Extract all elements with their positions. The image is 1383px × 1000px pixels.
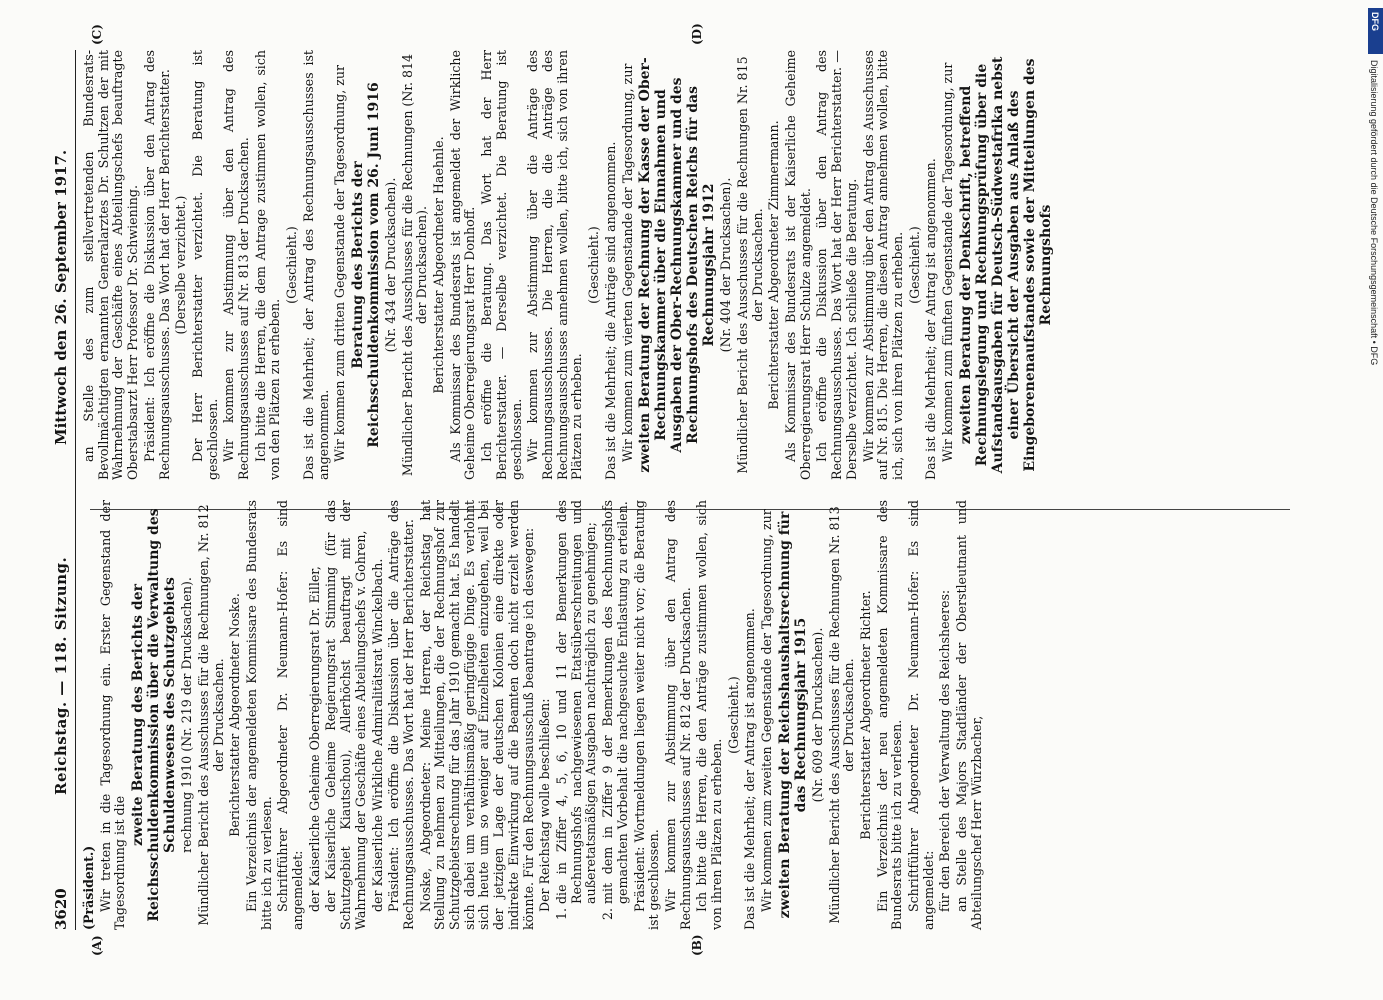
paragraph: Wir treten in die Tagesordnung ein. Erster Gegenstand der Tagesordnung ist die [97, 500, 128, 930]
agenda-topic-1: zweite Beratung des Berichts der Reichsschuldenkommission über die Verwaltung des Schuldenwesens des Schutzgebiets [130, 508, 179, 922]
paragraph: Ich bitte die Herren, die den Anträge zustimmen wollen, sich von ihren Plätzen zu erheben. [694, 500, 725, 930]
paragraph: Berichterstatter Abgeordneter Richter. [857, 590, 873, 840]
paragraph: Der Herr Berichterstatter verzichtet. Die Beratung ist geschlossen. [189, 50, 220, 480]
paragraph: an Stelle des Majors Stadtländer der Oberstleutnant und Abteilungschef Herr Würzbacher, [954, 500, 984, 930]
session-date: Mittwoch den 26. September 1917. [52, 149, 70, 445]
agenda-topic-4: zweiten Beratung der Rechnung der Kasse der Ober-Rechnungskammer über die Einnahmen und Ausgaben der Ober-Rechnungskammer und des Rechnungshofs des Deutschen Reichs für das Rechnungsjahr 1912 [637, 57, 718, 473]
margin-mark-c: (C) [90, 24, 104, 45]
paragraph: Das ist die Mehrheit; der Antrag ist angenommen. [742, 608, 758, 930]
dfg-logo: DFG [1368, 8, 1383, 54]
paragraph: Wir kommen zum dritten Gegenstande der Tagesordnung, zur [332, 64, 348, 462]
session-title: Reichstag. — 118. Sitzung. [52, 556, 70, 795]
agenda-topic-5: zweiten Beratung der Denkschrift, betreffend Rechnungslegung und Rechnungsprüfung über die Aufstandsausgaben für Deutsch-Südwestafrika nebst einer Übersicht der Ausgaben aus Anlaß des Eingeborenenaufstandes sowie der Mitteilungen des Rechnungshofs [957, 56, 1054, 474]
margin-mark-b: (B) [690, 934, 704, 956]
paragraph: (Derselbe verzichtet.) [173, 195, 189, 335]
paragraph: Schriftführer Abgeordneter Dr. Neumann-Hofer: Es sind angemeldet: [906, 500, 936, 930]
list-item: 1. die in Ziffer 4, 5, 6, 10 und 11 der Bemerkungen des Rechnungshofs nachgewiesenen Etatsüberschreitungen und außeretatsmäßigen Ausgaben nachträglich zu genehmigen; [555, 500, 599, 904]
paragraph: Berichterstatter Abgeordneter Zimmermann. [766, 120, 782, 410]
header-rule [75, 50, 76, 930]
agenda-topic-1-ref: rechnung 1910 (Nr. 219 der Drucksachen). [179, 577, 195, 853]
paragraph: Präsident: Wortmeldungen liegen weiter nicht vor; die Beratung ist geschlossen. [631, 500, 662, 930]
paragraph: Wir kommen zur Abstimmung über den Antrag des Rechnungsausschusses auf Nr. 812 der Drucksachen. [662, 500, 693, 930]
paragraph: (Geschieht.) [906, 226, 922, 304]
agenda-topic-2: zweiten Beratung der Reichshaushaltsrechnung für das Rechnungsjahr 1915 [776, 511, 809, 919]
speaker-resume: (Präsident.) [81, 845, 96, 930]
paragraph: Das ist die Mehrheit; der Antrag ist angenommen. [923, 158, 939, 480]
list-item: 2. mit dem in Ziffer 9 der Bemerkungen des Rechnungshofs gemachten Vorbehalt die nachgesuchte Entlastung zu erteilen. [601, 500, 630, 904]
paragraph: Noske, Abgeordneter: Meine Herren, der Reichstag hat Stellung zu nehmen zu Mitteilungen, die der Rechnungshof zur Schutzgebietsrechnung für das Jahr 1910 gemacht hat. Es handelt sich dabei um verhältnismäßig geringfügige Dinge. Es verlohnt sich heute um so weniger auf Einzelheiten einzugehen, weil bei der jetzigen Lage der deutschen Kolonien eine direkte oder indirekte Einwirkung auf die Beamten doch nicht erzielt werden könnte. Für den Rechnungsausschuß beantrage ich deswegen: [417, 500, 536, 930]
paragraph: Ein Verzeichnis der angemeldeten Kommissare des Bundesrats bitte ich zu verlesen. [243, 500, 274, 930]
resolution-list [555, 500, 631, 930]
paragraph: Berichterstatter Abgeordneter Haehnle. [431, 136, 447, 394]
page-number: 3620 [52, 888, 70, 930]
paragraph: Präsident: Ich eröffne die Diskussion über den Antrag des Rechnungsausschusses. Das Wort hat der Herr Berichterstatter. [141, 50, 172, 480]
paragraph: Wir kommen zur Abstimmung über den Antrag des Ausschusses auf Nr. 815. Die Herren, die diesen Antrag annehmen wollen, bitte ich, sich von ihren Plätzen zu erheben. [860, 50, 905, 480]
paragraph: Wir kommen zum vierten Gegenstande der Tagesordnung, zur [619, 63, 635, 462]
agenda-topic-3-ref: (Nr. 434 der Drucksachen). [382, 177, 398, 353]
margin-mark-a: (A) [90, 935, 104, 956]
left-column [82, 500, 1292, 930]
paragraph: der Kaiserliche Wirkliche Admiralitätsrat Winckelbach. [369, 558, 385, 912]
paragraph: Das ist die Mehrheit; die Anträge sind angenommen. [602, 141, 618, 480]
paragraph: Präsident: Ich eröffne die Diskussion über die Anträge des Rechnungsausschusses. Das Wort hat der Herr Berichterstatter. [386, 500, 416, 930]
paragraph: Ich eröffne die Diskussion über den Antrag des Rechnungsausschusses. Das Wort hat der Herr Berichterstatter. — Derselbe verzichtet. Ich schließe die Beratung. [814, 50, 859, 480]
paragraph: Wir kommen zum fünften Gegenstande der Tagesordnung, zur [940, 62, 956, 462]
paragraph: Ein Verzeichnis der neu angemeldeten Kommissare des Bundesrats bitte ich zu verlesen. [874, 500, 905, 930]
paragraph: für den Bereich der Verwaltung des Reichsheeres: [937, 589, 953, 912]
paragraph: Mündlicher Bericht des Ausschusses für die Rechnungen Nr. 813 der Drucksachen. [826, 506, 857, 924]
paragraph: Mündlicher Bericht des Ausschusses für die Rechnungen, Nr. 812 der Drucksachen. [195, 504, 226, 926]
paragraph: Wir kommen zur Abstimmung über den Antrag des Rechnungsausschusses auf Nr. 813 der Drucksachen. [221, 50, 252, 480]
paragraph: Das ist die Mehrheit; der Antrag des Rechnungsausschusses ist angenommen. [300, 50, 331, 480]
paragraph: Wir kommen zur Abstimmung über die Anträge des Rechnungsausschusses. Die Herren, die die Anträge des Rechnungsausschusses annehmen wollen, bitte ich, sich von ihren Plätzen zu erheben. [525, 50, 585, 480]
paragraph: Der Reichstag wolle beschließen: [537, 698, 553, 912]
agenda-topic-3: Beratung des Berichts der Reichsschuldenkommission vom 26. Juni 1916 [349, 82, 382, 448]
digitization-note: Digitalisierung gefördert durch die Deutsche Forschungsgemeinschaft • DFG [1369, 60, 1379, 366]
paragraph: der Kaiserliche Geheime Regierungsrat Stimming (für das Schutzgebiet Kiautschou), Allerhöchst beauftragt mit der Wahrnehmung der Geschäfte eines Abteilungschefs v. Gohren, [323, 500, 368, 930]
paragraph: Mündlicher Bericht des Ausschusses für die Rechnungen (Nr. 814 der Drucksachen). [399, 53, 430, 477]
paragraph: Ich bitte die Herren, die dem Antrage zustimmen wollen, sich von den Plätzen zu erheben. [252, 50, 283, 480]
paragraph: Als Kommissar des Bundesrats ist angemeldet der Wirkliche Geheime Oberregierungsrat Herr Donhoff. [447, 50, 478, 480]
paragraph: Wir kommen zum zweiten Gegenstande der Tagesordnung, zur [759, 509, 775, 912]
paragraph: der Kaiserliche Geheime Oberregierungsrat Dr. Eiller, [306, 566, 322, 912]
paragraph: Ich eröffne die Beratung. Das Wort hat der Herr Berichterstatter. — Derselbe verzichtet. Die Beratung ist geschlossen. [479, 50, 524, 480]
paragraph: Schriftführer Abgeordneter Dr. Neumann-Hofer: Es sind angemeldet: [275, 500, 306, 930]
page-header [52, 50, 72, 930]
right-column [82, 50, 1292, 480]
paragraph: (Geschieht.) [725, 676, 741, 754]
paragraph: Berichterstatter Abgeordneter Noske. [227, 593, 243, 837]
paragraph: an Stelle des zum stellvertretenden Bundesrats-Bevollmächtigten ernannten Generalarztes Dr. Schultzen der mit Wahrnehmung der Geschäfte eines Abteilungschefs beauftragte Oberstabsarzt Herr Professor Dr. Schwiening. [81, 50, 141, 480]
paragraph: Als Kommissar des Bundesrats ist der Kaiserliche Geheime Oberregierungsrat Herr Schulze angemeldet. [783, 50, 813, 480]
agenda-topic-4-ref: (Nr. 404 der Drucksachen). [718, 177, 734, 353]
paragraph: (Geschieht.) [284, 226, 300, 304]
agenda-topic-2-ref: (Nr. 609 der Drucksachen). [809, 627, 825, 803]
margin-mark-d: (D) [690, 23, 704, 45]
paragraph: (Geschieht.) [586, 226, 602, 304]
paragraph: Mündlicher Bericht des Ausschusses für die Rechnungen Nr. 815 der Drucksachen. [734, 56, 765, 474]
